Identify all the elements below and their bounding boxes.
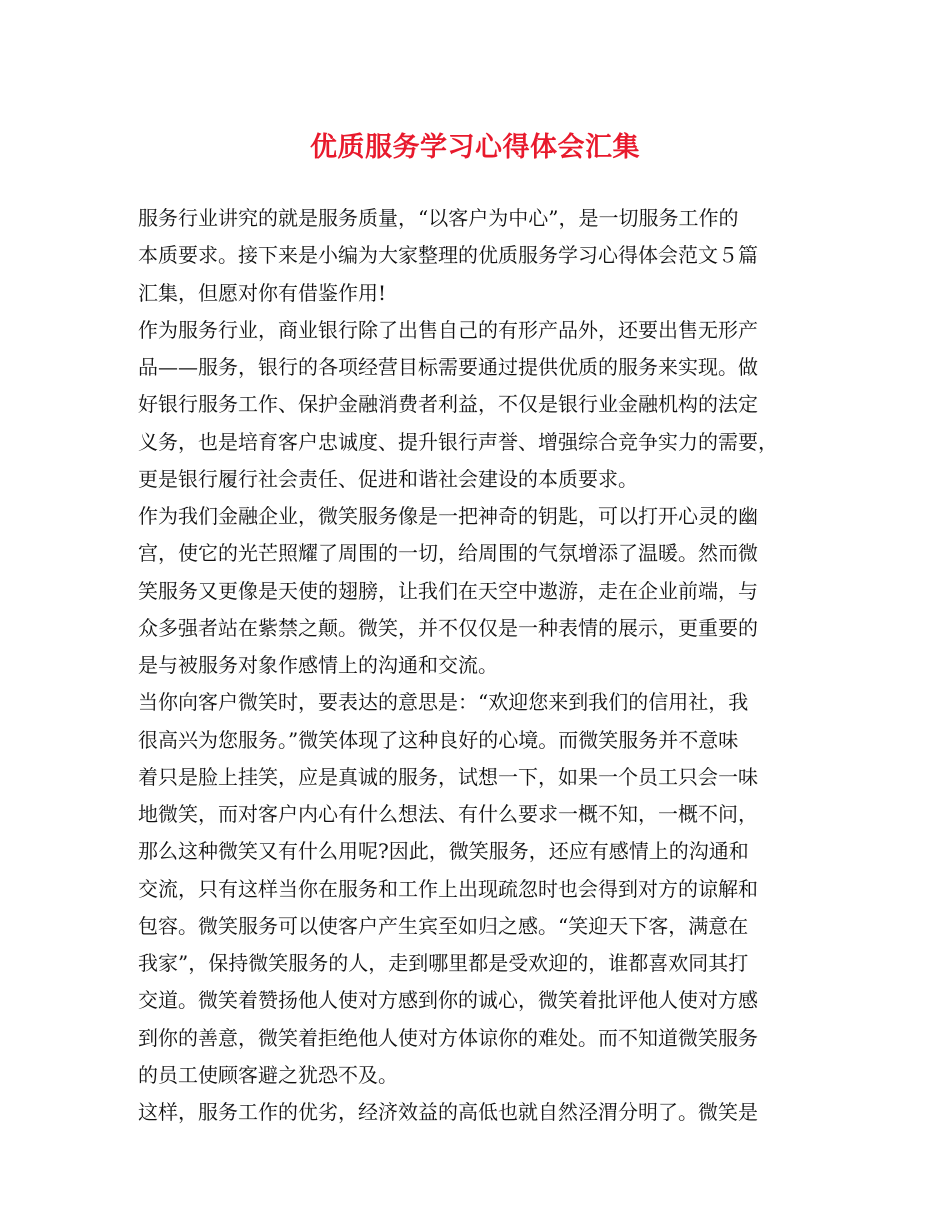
body-text-line: 品——服务，银行的各项经营目标需要通过提供优质的服务来实现。做 [138, 355, 758, 379]
body-text-line: 众多强者站在紫禁之颠。微笑，并不仅仅是一种表情的展示，更重要的 [138, 615, 758, 640]
body-text-line: 着只是脸上挂笑，应是真诚的服务，试想一下，如果一个员工只会一味 [138, 764, 758, 789]
body-text-line: 宫，使它的光芒照耀了周围的一切，给周围的气氛增添了温暖。然而微 [138, 541, 758, 566]
body-text-line: 那么这种微笑又有什么用呢?因此，微笑服务，还应有感情上的沟通和 [138, 839, 749, 864]
body-text-line: 的员工使顾客避之犹恐不及。 [138, 1062, 398, 1087]
body-text-line: 包容。微笑服务可以使客户产生宾至如归之感。“笑迎天下客，满意在 [138, 913, 749, 938]
body-text-line: 我家”，保持微笑服务的人，走到哪里都是受欢迎的，谁都喜欢同其打 [138, 951, 749, 975]
body-text-line: 当你向客户微笑时，要表达的意思是：“欢迎您来到我们的信用社，我 [138, 690, 749, 715]
body-text-line: 很高兴为您服务。”微笑体现了这种良好的心境。而微笑服务并不意味 [138, 727, 739, 752]
body-text-line: 作为服务行业，商业银行除了出售自己的有形产品外，还要出售无形产 [138, 317, 758, 342]
body-text-line: 到你的善意，微笑着拒绝他人使对方体谅你的难处。而不知道微笑服务 [138, 1025, 758, 1050]
body-text-line: 交流，只有这样当你在服务和工作上出现疏忽时也会得到对方的谅解和 [138, 876, 758, 901]
document-body [138, 200, 818, 1131]
body-text-line: 更是银行履行社会责任、促进和谐社会建设的本质要求。 [138, 466, 638, 491]
body-text-line: 义务，也是培育客户忠诚度、提升银行声誉、增强综合竞争实力的需要， [138, 429, 778, 454]
body-text-line: 笑服务又更像是天使的翅膀，让我们在天空中遨游，走在企业前端，与 [138, 578, 758, 603]
body-text-line: 汇集，但愿对你有借鉴作用! [138, 280, 387, 305]
body-text-line: 本质要求。接下来是小编为大家整理的优质服务学习心得体会范文５篇 [138, 243, 758, 268]
body-text-line: 这样，服务工作的优劣，经济效益的高低也就自然泾渭分明了。微笑是 [138, 1100, 758, 1124]
body-text-line: 是与被服务对象作感情上的沟通和交流。 [138, 653, 498, 677]
body-text-line: 地微笑，而对客户内心有什么想法、有什么要求一概不知，一概不问， [138, 802, 758, 826]
body-text-line: 服务行业讲究的就是服务质量，“以客户为中心”，是一切服务工作的 [138, 206, 739, 230]
body-text-line: 好银行服务工作、保护金融消费者利益，不仅是银行业金融机构的法定 [138, 392, 758, 417]
document-title: 优质服务学习心得体会汇集 [310, 132, 640, 163]
body-text-line: 交道。微笑着赞扬他人使对方感到你的诚心，微笑着批评他人使对方感 [138, 988, 758, 1013]
body-text-line: 作为我们金融企业，微笑服务像是一把神奇的钥匙，可以打开心灵的幽 [138, 504, 758, 528]
